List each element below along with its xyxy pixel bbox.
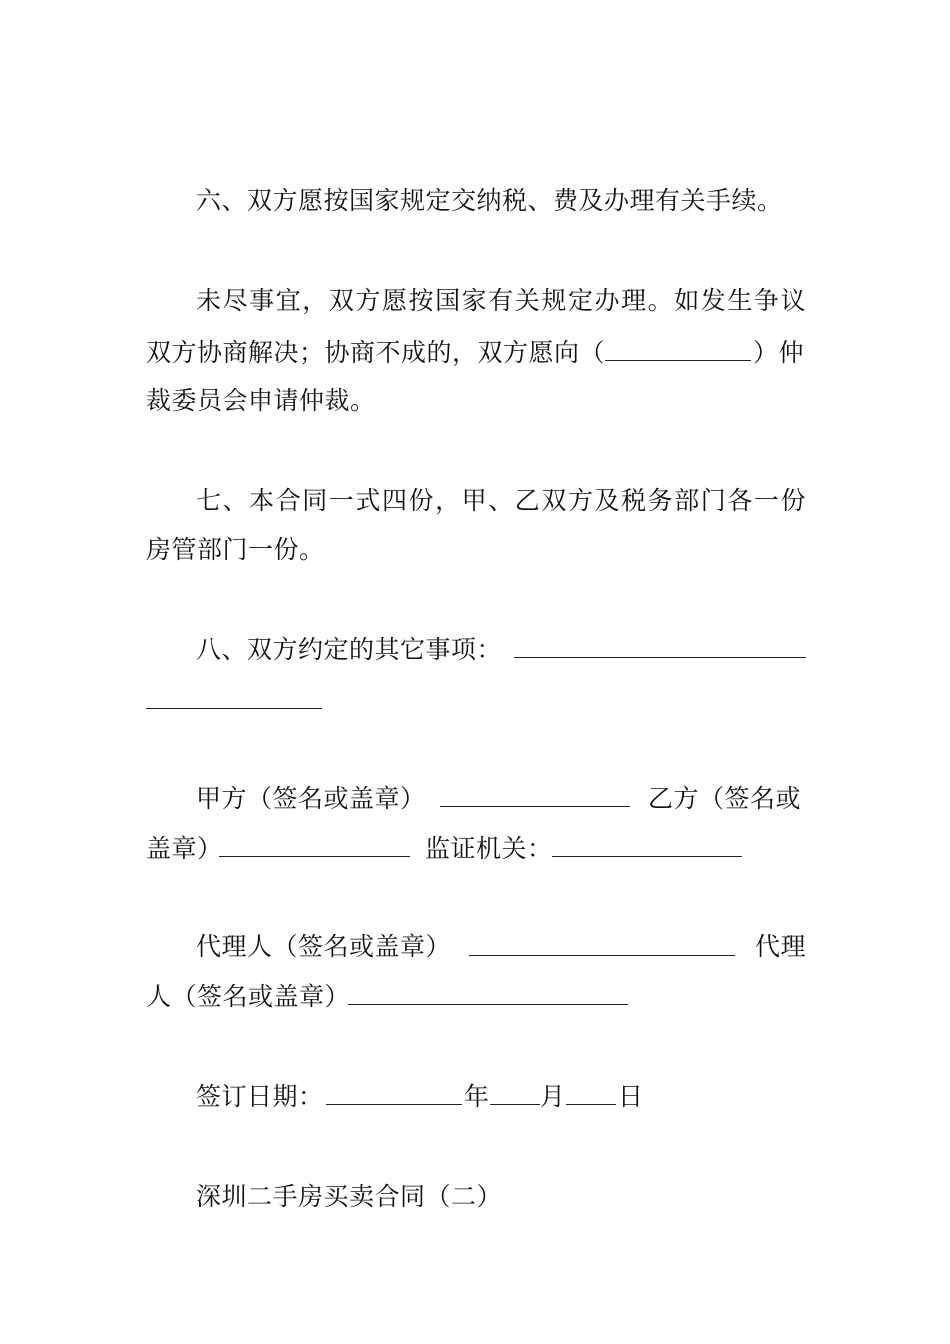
- arbitration-committee-blank[interactable]: [605, 338, 751, 361]
- sign-date-year-label: 年: [464, 1082, 490, 1111]
- agent-b-signature-blank[interactable]: [348, 1004, 628, 1005]
- agent-b-label-part1: 代理: [755, 932, 807, 961]
- sign-date-year-blank[interactable]: [326, 1104, 462, 1105]
- clause-six: 六、双方愿按国家规定交纳税、费及办理有关手续。: [196, 186, 783, 215]
- clause-seven-line2: 房管部门一份。: [146, 535, 325, 564]
- other-matters-blank-2[interactable]: [146, 708, 322, 709]
- party-b-label-part1: 乙方（签名或: [648, 784, 802, 813]
- agent-a-signature-blank[interactable]: [469, 955, 735, 956]
- sign-date-label: 签订日期：: [196, 1082, 324, 1111]
- clause-eight: [196, 633, 806, 667]
- clause-seven-line1: 七、本合同一式四份，甲、乙双方及税务部门各一份: [196, 486, 806, 515]
- party-a-signature-blank[interactable]: [440, 806, 630, 807]
- clause-unfinished-line1: 未尽事宜，双方愿按国家有关规定办理。如发生争议: [196, 286, 806, 315]
- party-b-label-part2: 盖章）: [146, 834, 223, 863]
- clause-unfinished-line2-post: ）仲: [753, 338, 805, 367]
- clause-unfinished-line2-pre: 双方协商解决；协商不成的，双方愿向（: [146, 338, 606, 367]
- party-b-signature-blank[interactable]: [219, 856, 410, 857]
- clause-unfinished-line2: [146, 336, 806, 370]
- clause-eight-label: 八、双方约定的其它事项：: [196, 635, 503, 664]
- agent-b-label-part2: 人（签名或盖章）: [146, 982, 351, 1011]
- notary-signature-blank[interactable]: [552, 856, 742, 857]
- sign-date-day-label: 日: [618, 1082, 644, 1111]
- party-a-label: 甲方（签名或盖章）: [196, 784, 426, 813]
- notary-label: 监证机关：: [425, 834, 553, 863]
- next-section-title: 深圳二手房买卖合同（二）: [196, 1182, 503, 1211]
- sign-date-day-blank[interactable]: [566, 1104, 616, 1105]
- sign-date-month-label: 月: [540, 1082, 566, 1111]
- agent-a-label: 代理人（签名或盖章）: [196, 932, 452, 961]
- other-matters-blank-1[interactable]: [514, 657, 806, 658]
- sign-date-month-blank[interactable]: [490, 1104, 540, 1105]
- clause-unfinished-line3: 裁委员会申请仲裁。: [146, 386, 376, 415]
